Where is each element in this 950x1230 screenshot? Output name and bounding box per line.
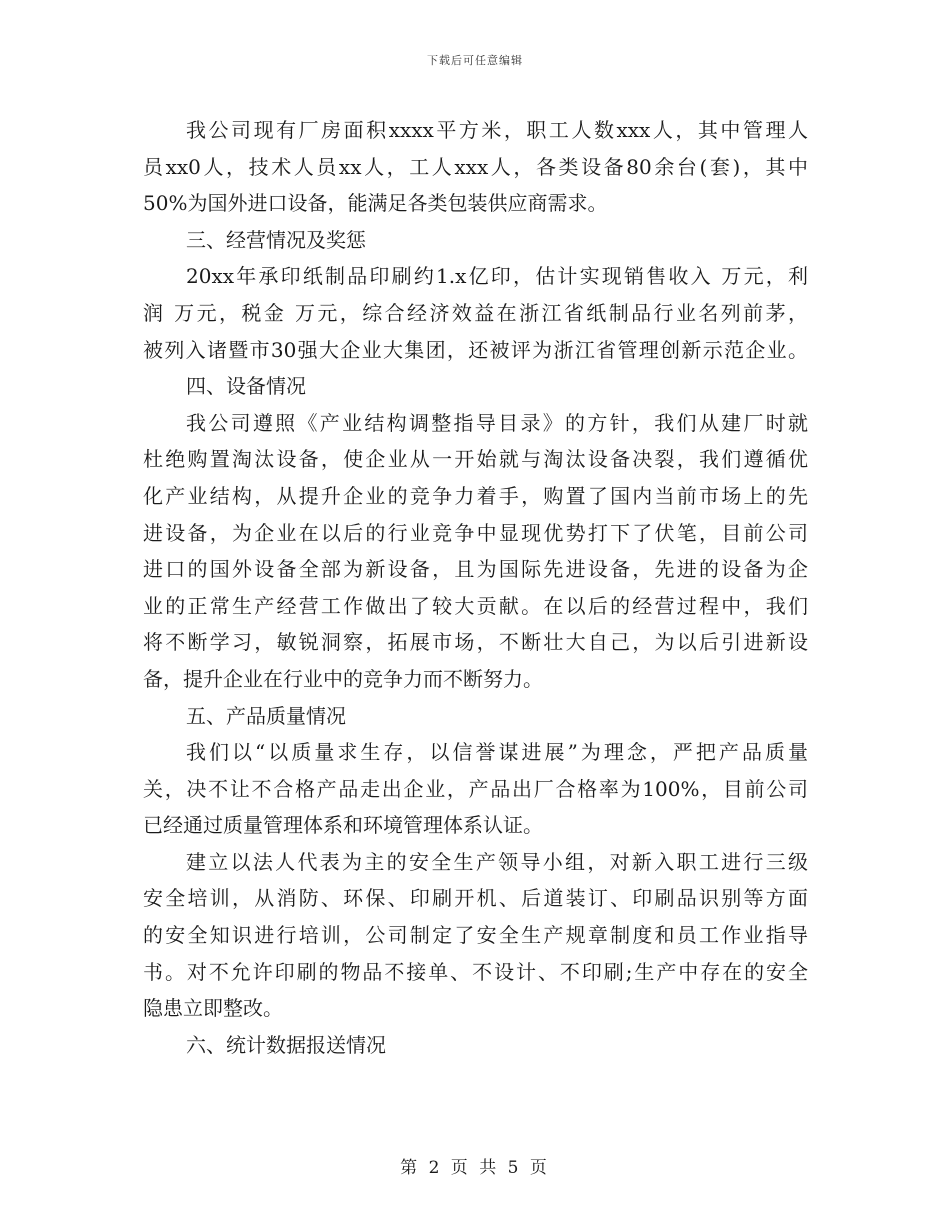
- paragraph-line: 业的正常生产经营工作做出了较大贡献。在以后的经营过程中，我们: [143, 593, 808, 618]
- paragraph-line: 化产业结构，从提升企业的竞争力着手，购置了国内当前市场上的先: [143, 483, 808, 508]
- page-number-footer: 第 2 页 共 5 页: [400, 1158, 550, 1178]
- paragraph-line: 安全培训，从消防、环保、印刷开机、后道装订、印刷品识别等方面: [143, 886, 808, 911]
- paragraph-line: 我公司现有厂房面积xxxx平方米，职工人数xxx人，其中管理人: [186, 118, 808, 142]
- paragraph-line: 20xx年承印纸制品印刷约1.x亿印，估计实现销售收入 万元，利: [186, 264, 808, 289]
- section-heading-operations: 三、经营情况及奖惩: [186, 227, 366, 252]
- paragraph-line: 备，提升企业在行业中的竞争力而不断努力。: [143, 666, 543, 691]
- paragraph-line: 杜绝购置淘汰设备，使企业从一开始就与淘汰设备决裂，我们遵循优: [143, 447, 808, 472]
- paragraph-line: 已经通过质量管理体系和环境管理体系认证。: [143, 813, 543, 838]
- paragraph-line: 50%为国外进口设备，能满足各类包装供应商需求。: [143, 191, 608, 216]
- paragraph-line: 被列入诸暨市30强大企业大集团，还被评为浙江省管理创新示范企业。: [143, 337, 808, 362]
- paragraph-line: 书。对不允许印刷的物品不接单、不设计、不印刷;生产中存在的安全: [143, 959, 808, 984]
- document-body: [143, 112, 808, 1063]
- paragraph-line: 隐患立即整改。: [143, 996, 283, 1021]
- paragraph-line: 润 万元，税金 万元，综合经济效益在浙江省纸制品行业名列前茅，: [143, 300, 808, 325]
- paragraph-line: 建立以法人代表为主的安全生产领导小组，对新入职工进行三级: [186, 849, 808, 874]
- section-heading-quality: 五、产品质量情况: [186, 703, 346, 728]
- paragraph-line: 的安全知识进行培训，公司制定了安全生产规章制度和员工作业指导: [143, 923, 808, 948]
- paragraph-line: 员xx0人，技术人员xx人，工人xxx人，各类设备80余台(套)，其中: [143, 154, 808, 179]
- paragraph-line: 我公司遵照《产业结构调整指导目录》的方针，我们从建厂时就: [186, 410, 808, 435]
- paragraph-line: 进设备，为企业在以后的行业竞争中显现优势打下了伏笔，目前公司: [143, 520, 808, 545]
- paragraph-line: 关，决不让不合格产品走出企业，产品出厂合格率为100%，目前公司: [143, 776, 808, 801]
- section-heading-equipment: 四、设备情况: [186, 374, 306, 399]
- paragraph-line: 将不断学习，敏锐洞察，拓展市场，不断壮大自己，为以后引进新设: [143, 630, 808, 655]
- section-heading-statistics: 六、统计数据报送情况: [186, 1032, 386, 1057]
- paragraph-line: 我们以“以质量求生存，以信誉谋进展”为理念，严把产品质量: [186, 740, 808, 765]
- paragraph-line: 进口的国外设备全部为新设备，且为国际先进设备，先进的设备为企: [143, 557, 808, 582]
- page-header-note: 下载后可任意编辑: [427, 54, 523, 67]
